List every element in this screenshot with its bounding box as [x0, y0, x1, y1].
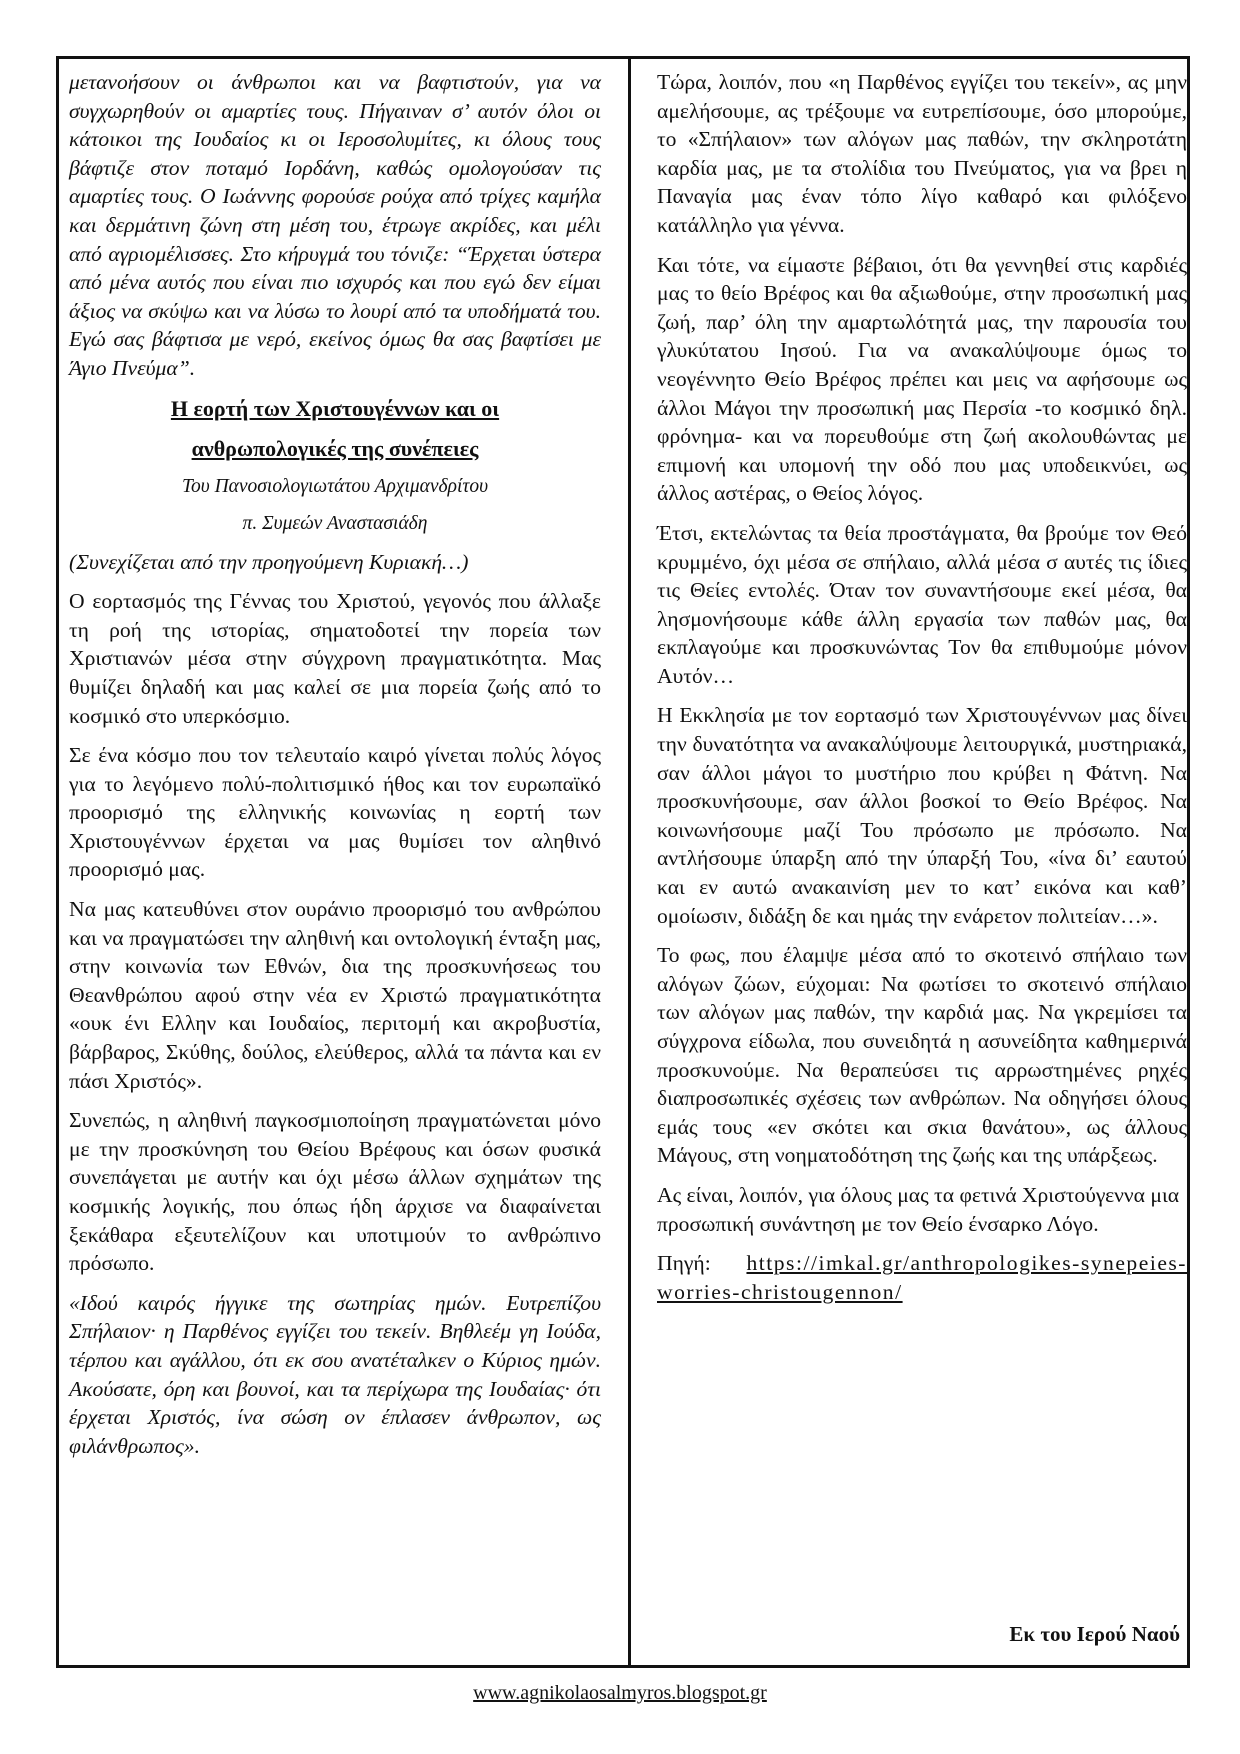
- body-paragraph: Η Εκκλησία με τον εορτασμό των Χριστουγέννων μας δίνει την δυνατότητα να ανακαλύψουμε λειτουργικά, μυστηριακά, σαν άλλοι μάγοι το μυστήριο που κρύβει η Φάτνη. Να προσκυνήσουμε, σαν άλλοι βοσκοί το Θείο Βρέφος. Να κοινωνήσουμε μαζί Του πρόσωπο με πρόσωπο. Να αντλήσουμε ύπαρξη από την ύπαρξή Του, «ίνα δι’ εαυτού και εν αυτώ ανακαινίση μεν το κατ’ εικόνα και καθ’ ομοίωσιν, διδάξη δε και ημάς την ενάρετον πολιτείαν…».: [657, 703, 1187, 928]
- article-title-line-1: Η εορτή των Χριστουγέννων και οι: [170, 395, 500, 421]
- continued-note: (Συνεχίζεται από την προηγούμενη Κυριακή…): [69, 549, 469, 574]
- body-paragraph: Ο εορτασμός της Γέννας του Χριστού, γεγονός που άλλαξε τη ροή της ιστορίας, σηματοδοτεί την πορεία των Χριστιανών μέσα στην σύγχρονη πραγματικότητα. Μας θυμίζει δηλαδή και μας καλεί σε μια πορεία ζωής από το κοσμικό στο υπερκόσμιο.: [69, 589, 601, 728]
- left-column: [69, 68, 601, 1471]
- article-title-line-2: ανθρωπολογικές της συνέπειες: [191, 435, 479, 461]
- source-link[interactable]: https://imkal.gr/anthropologikes-synepeies-worries-christougennon/: [657, 1251, 1187, 1304]
- intro-quote-paragraph: μετανοήσουν οι άνθρωποι και να βαφτιστούν, για να συγχωρηθούν οι αμαρτίες τους. Πήγαιναν σ’ αυτόν όλοι οι κάτοικοι της Ιουδαίος κι οι Ιεροσολυμίτες, κι όλους τους βάφτιζε στον ποταμό Ιορδάνη, καθώς ομολογούσαν τις αμαρτίες τους. Ο Ιωάννης φορούσε ρούχα από τρίχες καμήλα και δερμάτινη ζώνη στη μέση του, έτρωγε ακρίδες, και μέλι από αγριομέλισσες. Στο κήρυγμά του τόνιζε: “Έρχεται ύστερα από μένα αυτός που είναι πιο ισχυρός και που εγώ δεν είμαι άξιος να σκύψω και να λύσω το λουρί από τα υποδήματά του. Εγώ σας βάφτισα με νερό, εκείνος όμως θα σας βαφτίσει με Άγιο Πνεύμα”.: [69, 70, 601, 380]
- footer: [0, 1682, 1240, 1705]
- body-paragraph: Έτσι, εκτελώντας τα θεία προστάγματα, θα βρούμε τον Θεό κρυμμένο, όχι μέσα σε σπήλαιο, αλλά μέσα σ αυτές τις ίδιες τις Θείες εντολές. Όταν τον συναντήσουμε εκεί μέσα, θα λησμονήσουμε κάθε άλλη εργασία των παθών μας, θα εκπλαγούμε και προσκυνώντας Τον θα επιθυμούμε μόνον Αυτόν…: [657, 520, 1187, 688]
- author-line-2: π. Συμεών Αναστασιάδη: [242, 512, 428, 534]
- body-paragraph: Συνεπώς, η αληθινή παγκοσμιοποίηση πραγματώνεται μόνο με την προσκύνηση του Θείου Βρέφους και όσων φυσικά συνεπάγεται με αυτήν και όχι μέσω άλλων σχημάτων της κοσμικής λογικής, που όπως ήδη άρχισε να διαφαίνεται ξεκάθαρα εξευτελίζουν και υποτιμούν το ανθρώπινο πρόσωπο.: [69, 1108, 601, 1276]
- signature: Εκ του Ιερού Ναού: [1009, 1622, 1180, 1646]
- body-paragraph: Σε ένα κόσμο που τον τελευταίο καιρό γίνεται πολύς λόγος για το λεγόμενο πολύ-πολιτισμικό ήθος και τον ευρωπαϊκό προορισμό της ελληνικής κοινωνίας η εορτή των Χριστουγέννων έρχεται να μας θυμίσει τον αληθινό προορισμό μας.: [69, 743, 601, 882]
- body-paragraph: Να μας κατευθύνει στον ουράνιο προορισμό του ανθρώπου και να πραγματώσει την αληθινή και οντολογική ένταξη μας, στην κοινωνία των Εθνών, δια της προσκυνήσεως του Θεανθρώπου αφού στην νέα εν Χριστώ πραγματικότητα «ουκ ένι Ελλην και Ιουδαίος, περιτομή και ακροβυστία, βάρβαρος, Σκύθης, δούλος, ελεύθερος, αλλά τα πάντα και εν πάσι Χριστός».: [69, 897, 601, 1093]
- body-paragraph: Και τότε, να είμαστε βέβαιοι, ότι θα γεννηθεί στις καρδιές μας το θείο Βρέφος και θα αξιωθούμε, στην προσωπική μας ζωή, παρ’ όλη την αμαρτωλότητά μας, την παρουσία του γλυκύτατου Ιησού. Για να ανακαλύψουμε όμως το νεογέννητο Θείο Βρέφος πρέπει και μεις να αφήσουμε ως άλλοι Μάγοι την προσωπική μας Περσία -το κοσμικό δηλ. φρόνημα- και να πορευθούμε στη ζωή ακολουθώντας με επιμονή και υπομονή την οδό που μας υποδεικνύει, ως άλλος αστέρας, ο Θείος λόγος.: [657, 252, 1187, 506]
- body-paragraph: Τώρα, λοιπόν, που «η Παρθένος εγγίζει του τεκείν», ας μην αμελήσουμε, ας τρέξουμε να ευτρεπίσουμε, όσο μπορούμε, το «Σπήλαιον» των αλόγων μας παθών, την σκληροτάτη καρδία μας, με τα στολίδια του Πνεύματος, για να βρει η Παναγία μας έναν τόπο λίγο καθαρό και φιλόξενο κατάλληλο για γέννα.: [657, 70, 1187, 237]
- footer-website-link[interactable]: www.agnikolaosalmyros.blogspot.gr: [473, 1682, 767, 1704]
- source-label: Πηγή:: [657, 1251, 711, 1276]
- right-column: [657, 68, 1187, 1317]
- body-paragraph: Ας είναι, λοιπόν, για όλους μας τα φετινά Χριστούγεννα μια προσωπική συνάντηση με τον Θείο ένσαρκο Λόγο.: [657, 1182, 1180, 1236]
- column-divider: [628, 56, 631, 1668]
- author-line-1: Του Πανοσιολογιωτάτου Αρχιμανδρίτου: [181, 475, 489, 497]
- source-line: [657, 1249, 1187, 1306]
- hymn-quote-paragraph: «Ιδού καιρός ήγγικε της σωτηρίας ημών. Ευτρεπίζου Σπήλαιον· η Παρθένος εγγίζει του τεκείν. Βηθλεέμ γη Ιούδα, τέρπου και αγάλλου, ότι εκ σου ανατέταλκεν ο Κύριος ημών. Ακούσατε, όρη και βουνοί, και τα περίχωρα της Ιουδαίας· ότι έρχεται Χριστός, ίνα σώση ον έπλασεν άνθρωπον, ως φιλάνθρωπος».: [69, 1290, 601, 1458]
- body-paragraph: Το φως, που έλαμψε μέσα από το σκοτεινό σπήλαιο των αλόγων ζώων, εύχομαι: Να φωτίσει το σκοτεινό σπήλαιο των αλόγων μας παθών, την καρδιά μας. Να γκρεμίσει τα σύγχρονα είδωλα, που συνειδητά η ασυνείδητα καθημερινά προσκυνούμε. Να θεραπεύσει τις αρρωστημένες ρηχές διαπροσωπικές σχέσεις των ανθρώπων. Να οδηγήσει όλους εμάς τους «εν σκότει και σκια θανάτου», ως άλλους Μάγους, στη νοηματοδότηση της ζωής και της υπάρξεως.: [657, 943, 1187, 1168]
